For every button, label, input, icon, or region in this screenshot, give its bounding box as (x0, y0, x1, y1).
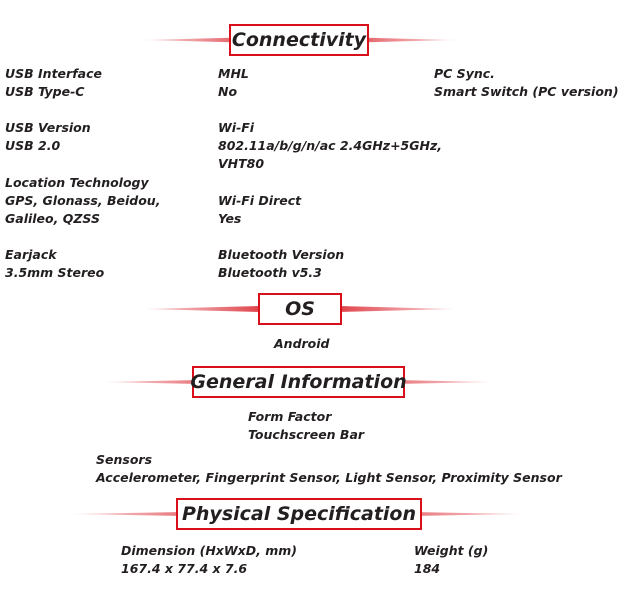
weight-value: 184 (414, 561, 441, 576)
form-factor-value: Touchscreen Bar (248, 427, 365, 442)
dimension-label: Dimension (HxWxD, mm) (121, 543, 297, 558)
physical-spec-title: Physical Specification (176, 498, 422, 530)
mhl-value: No (218, 84, 238, 99)
wifi-label: Wi-Fi (218, 120, 255, 135)
pc-sync-label: PC Sync. (434, 66, 495, 81)
location-spec (5, 174, 160, 228)
earjack-spec (5, 246, 104, 282)
os-value-text: Android (274, 336, 330, 351)
form-factor-label: Form Factor (248, 409, 332, 424)
form-factor-spec (248, 408, 364, 444)
usb-interface-value: USB Type-C (5, 84, 85, 99)
general-info-header (0, 363, 600, 403)
sensors-label: Sensors (96, 452, 153, 467)
bluetooth-label: Bluetooth Version (218, 247, 345, 262)
wifi-direct-value: Yes (218, 211, 242, 226)
wifi-spec (218, 119, 442, 173)
location-value-line1: GPS, Glonass, Beidou, (5, 193, 161, 208)
usb-interface-label: USB Interface (5, 66, 102, 81)
wifi-value-line2: VHT80 (218, 156, 265, 171)
earjack-label: Earjack (5, 247, 57, 262)
physical-spec-header (0, 495, 600, 535)
usb-version-value: USB 2.0 (5, 138, 61, 153)
wifi-direct-label: Wi-Fi Direct (218, 193, 302, 208)
earjack-value: 3.5mm Stereo (5, 265, 105, 280)
sensors-spec (96, 451, 562, 487)
weight-label: Weight (g) (414, 543, 489, 558)
general-info-title: General Information (192, 366, 405, 398)
dimension-spec (121, 542, 297, 578)
location-value-line2: Galileo, QZSS (5, 211, 100, 226)
connectivity-header (0, 21, 600, 61)
weight-spec (414, 542, 488, 578)
bluetooth-value: Bluetooth v5.3 (218, 265, 322, 280)
bluetooth-spec (218, 246, 344, 282)
mhl-label: MHL (218, 66, 249, 81)
pc-sync-value: Smart Switch (PC version) (434, 84, 619, 99)
pc-sync-spec (434, 65, 619, 101)
sensors-value: Accelerometer, Fingerprint Sensor, Light Sensor, Proximity Sensor (96, 470, 562, 485)
wifi-value-line1: 802.11a/b/g/n/ac 2.4GHz+5GHz, (218, 138, 442, 153)
usb-version-spec (5, 119, 91, 155)
usb-version-label: USB Version (5, 120, 91, 135)
wifi-direct-spec (218, 192, 301, 228)
location-label: Location Technology (5, 175, 149, 190)
mhl-spec (218, 65, 249, 101)
connectivity-title: Connectivity (229, 24, 369, 56)
os-value (274, 335, 330, 353)
os-header (0, 290, 600, 330)
usb-interface-spec (5, 65, 102, 101)
dimension-value: 167.4 x 77.4 x 7.6 (121, 561, 248, 576)
os-title: OS (258, 293, 342, 325)
